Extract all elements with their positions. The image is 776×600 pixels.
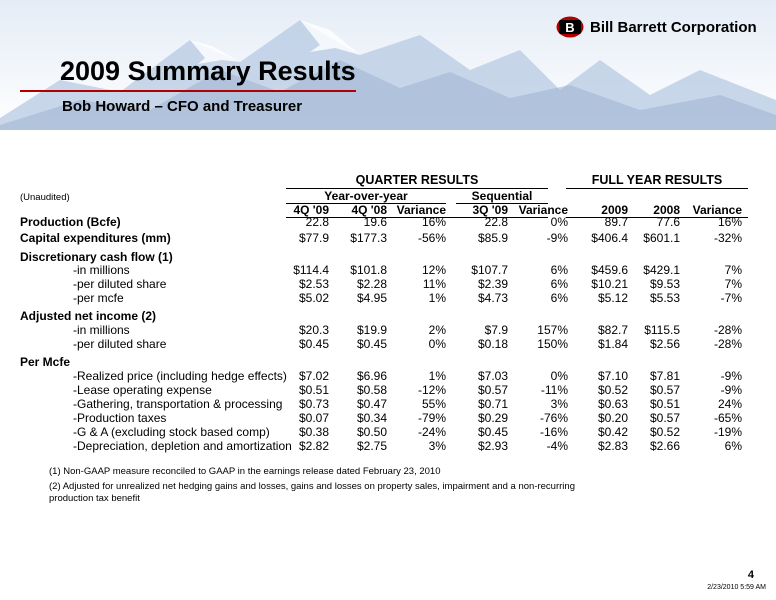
table-cell-col-3q09: 22.8 (484, 215, 508, 229)
table-cell-col-3q09: $0.57 (477, 383, 508, 397)
table-cell-col-4q09: $0.38 (298, 425, 329, 439)
table-cell-col-variance-seq: -76% (539, 411, 568, 425)
company-name: Bill Barrett Corporation (590, 18, 757, 36)
table-cell-col-variance-yoy: 1% (428, 291, 446, 305)
table-cell-col-2009: $2.83 (597, 439, 628, 453)
table-cell-col-variance-fy: -9% (720, 369, 742, 383)
table-cell-col-4q08: $0.34 (356, 411, 387, 425)
col-2008-header: 2008 (653, 203, 680, 217)
table-cell-col-4q09: $2.53 (298, 277, 329, 291)
table-cell-col-2008: $0.57 (649, 411, 680, 425)
table-cell-col-4q09: $2.82 (298, 439, 329, 453)
table-cell-col-variance-seq: 0% (550, 369, 568, 383)
table-cell-col-3q09: $2.93 (477, 439, 508, 453)
slide-subtitle: Bob Howard – CFO and Treasurer (62, 98, 303, 115)
row-label: Per Mcfe (20, 355, 71, 369)
table-cell-col-4q08: $0.47 (356, 397, 387, 411)
col-variance-fy-header: Variance (692, 203, 742, 217)
table-cell-col-2009: 89.7 (604, 215, 628, 229)
table-cell-col-4q09: $0.73 (298, 397, 329, 411)
table-cell-col-variance-yoy: 11% (422, 277, 446, 291)
table-cell-col-4q09: $5.02 (298, 291, 329, 305)
col-variance-yoy-header: Variance (396, 203, 446, 217)
footnote-2: (2) Adjusted for unrealized net hedging gains and losses, gains and losses on property sales, impairment and a non-recurring (49, 481, 575, 492)
footnote-1: (1) Non-GAAP measure reconciled to GAAP in the earnings release dated February 23, 2010 (49, 466, 441, 477)
table-cell-col-2008: $429.1 (643, 263, 680, 277)
table-cell-col-variance-fy: -7% (720, 291, 742, 305)
table-cell-col-4q09: $7.02 (298, 369, 329, 383)
table-cell-col-2009: $7.10 (597, 369, 628, 383)
table-cell-col-2009: $0.42 (597, 425, 628, 439)
table-cell-col-4q09: $0.07 (298, 411, 329, 425)
row-label: -per diluted share (73, 277, 167, 291)
table-cell-col-2008: $0.51 (649, 397, 680, 411)
table-cell-col-2009: $82.7 (597, 323, 628, 337)
title-underline (20, 90, 356, 92)
table-cell-col-variance-yoy: 16% (421, 215, 446, 229)
table-cell-col-variance-yoy: -12% (417, 383, 446, 397)
svg-text:B: B (565, 20, 575, 35)
table-cell-col-2008: 77.6 (656, 215, 680, 229)
table-cell-col-2008: $2.56 (649, 337, 680, 351)
table-cell-col-2009: $0.20 (597, 411, 628, 425)
table-cell-col-2009: $1.84 (597, 337, 628, 351)
table-cell-col-4q08: $4.95 (356, 291, 387, 305)
table-cell-col-variance-seq: 6% (550, 277, 568, 291)
table-cell-col-4q09: 22.8 (305, 215, 329, 229)
table-cell-col-variance-yoy: 2% (428, 323, 446, 337)
table-cell-col-3q09: $7.9 (484, 323, 508, 337)
col-variance-seq-header: Variance (518, 203, 568, 217)
bbc-logo-icon (556, 16, 584, 38)
table-cell-col-4q09: $0.51 (298, 383, 329, 397)
timestamp: 2/23/2010 5:59 AM (707, 584, 766, 591)
table-cell-col-3q09: $85.9 (477, 231, 508, 245)
row-label: -per mcfe (73, 291, 124, 305)
row-label: Capital expenditures (mm) (20, 231, 171, 245)
table-cell-col-variance-fy: -32% (713, 231, 742, 245)
table-cell-col-2008: $0.57 (649, 383, 680, 397)
table-cell-col-variance-yoy: -56% (417, 231, 446, 245)
table-cell-col-variance-seq: -9% (546, 231, 568, 245)
col-2009-header: 2009 (601, 203, 628, 217)
table-cell-col-variance-seq: 150% (537, 337, 568, 351)
table-cell-col-4q09: $114.4 (293, 263, 329, 277)
table-cell-col-variance-fy: 7% (724, 277, 742, 291)
table-cell-col-2009: $459.6 (591, 263, 628, 277)
table-cell-col-variance-yoy: 1% (428, 369, 446, 383)
table-cell-col-variance-yoy: 12% (421, 263, 446, 277)
table-cell-col-variance-yoy: 3% (428, 439, 446, 453)
table-cell-col-2008: $0.52 (649, 425, 680, 439)
row-label: Adjusted net income (2) (20, 309, 157, 323)
col-3q09-header: 3Q '09 (472, 203, 508, 217)
table-cell-col-variance-seq: -4% (546, 439, 568, 453)
row-label: Production (Bcfe) (20, 215, 121, 229)
sequential-header: Sequential (471, 189, 533, 203)
table-cell-col-4q08: $0.45 (356, 337, 387, 351)
table-cell-col-variance-yoy: 55% (421, 397, 446, 411)
table-cell-col-4q08: $177.3 (350, 231, 387, 245)
row-label: -in millions (73, 263, 130, 277)
row-label: Discretionary cash flow (1) (20, 250, 173, 264)
table-cell-col-4q08: 19.6 (363, 215, 387, 229)
table-cell-col-3q09: $0.45 (477, 425, 508, 439)
full-year-header-rule (566, 188, 748, 189)
table-cell-col-variance-seq: -11% (540, 383, 568, 397)
table-cell-col-2009: $406.4 (591, 231, 628, 245)
row-label: -in millions (73, 323, 130, 337)
table-cell-col-variance-seq: -16% (539, 425, 568, 439)
table-cell-col-4q08: $2.28 (356, 277, 387, 291)
row-label: -Gathering, transportation & processing (73, 397, 283, 411)
row-label: -per diluted share (73, 337, 167, 351)
table-cell-col-variance-seq: 3% (550, 397, 568, 411)
table-cell-col-4q09: $20.3 (298, 323, 329, 337)
table-cell-col-3q09: $0.29 (477, 411, 508, 425)
table-cell-col-2009: $10.21 (591, 277, 628, 291)
table-cell-col-2008: $2.66 (649, 439, 680, 453)
table-cell-col-4q09: $0.45 (298, 337, 329, 351)
page-number: 4 (747, 569, 754, 581)
table-cell-col-variance-yoy: -24% (417, 425, 446, 439)
col-4q08-header: 4Q '08 (351, 203, 387, 217)
company-logo (556, 14, 768, 40)
table-cell-col-variance-fy: -28% (713, 337, 742, 351)
table-cell-col-3q09: $0.71 (477, 397, 508, 411)
quarter-results-header: QUARTER RESULTS (355, 173, 479, 187)
footnote-2-continued: production tax benefit (49, 493, 140, 504)
table-cell-col-3q09: $107.7 (471, 263, 508, 277)
table-cell-col-variance-seq: 6% (550, 291, 568, 305)
table-cell-col-4q09: $77.9 (298, 231, 329, 245)
col-4q09-header: 4Q '09 (293, 203, 329, 217)
table-cell-col-variance-yoy: -79% (417, 411, 446, 425)
table-cell-col-3q09: $2.39 (477, 277, 508, 291)
table-cell-col-4q08: $101.8 (350, 263, 387, 277)
table-cell-col-variance-seq: 0% (550, 215, 568, 229)
table-cell-col-3q09: $4.73 (477, 291, 508, 305)
table-cell-col-2009: $0.63 (597, 397, 628, 411)
table-cell-col-4q08: $0.58 (356, 383, 387, 397)
table-cell-col-4q08: $2.75 (356, 439, 387, 453)
table-cell-col-variance-fy: 6% (724, 439, 742, 453)
row-label: -Realized price (including hedge effects) (73, 369, 287, 383)
full-year-results-header: FULL YEAR RESULTS (591, 173, 723, 187)
table-cell-col-3q09: $0.18 (477, 337, 508, 351)
table-cell-col-variance-fy: 16% (717, 215, 742, 229)
table-cell-col-variance-yoy: 0% (428, 337, 446, 351)
table-cell-col-variance-fy: 7% (724, 263, 742, 277)
row-label: -Lease operating expense (73, 383, 212, 397)
table-cell-col-variance-seq: 6% (550, 263, 568, 277)
table-cell-col-2008: $7.81 (649, 369, 680, 383)
table-cell-col-2008: $601.1 (643, 231, 680, 245)
table-cell-col-variance-fy: -65% (713, 411, 742, 425)
yoy-header: Year-over-year (324, 189, 408, 203)
table-cell-col-2008: $9.53 (649, 277, 680, 291)
table-cell-col-3q09: $7.03 (477, 369, 508, 383)
table-cell-col-variance-seq: 157% (537, 323, 568, 337)
table-cell-col-4q08: $6.96 (356, 369, 387, 383)
table-cell-col-variance-fy: -9% (720, 383, 742, 397)
table-cell-col-2008: $115.5 (644, 323, 680, 337)
slide-title: 2009 Summary Results (60, 56, 356, 86)
table-cell-col-2009: $5.12 (597, 291, 628, 305)
table-cell-col-variance-fy: -28% (713, 323, 742, 337)
table-cell-col-variance-fy: -19% (713, 425, 742, 439)
unaudited-label: (Unaudited) (20, 192, 70, 203)
row-label: -Production taxes (73, 411, 167, 425)
table-cell-col-4q08: $0.50 (356, 425, 387, 439)
table-cell-col-4q08: $19.9 (356, 323, 387, 337)
table-cell-col-2008: $5.53 (649, 291, 680, 305)
table-cell-col-variance-fy: 24% (717, 397, 742, 411)
row-label: -G & A (excluding stock based comp) (73, 425, 270, 439)
row-label: -Depreciation, depletion and amortization (73, 439, 292, 453)
table-cell-col-2009: $0.52 (597, 383, 628, 397)
